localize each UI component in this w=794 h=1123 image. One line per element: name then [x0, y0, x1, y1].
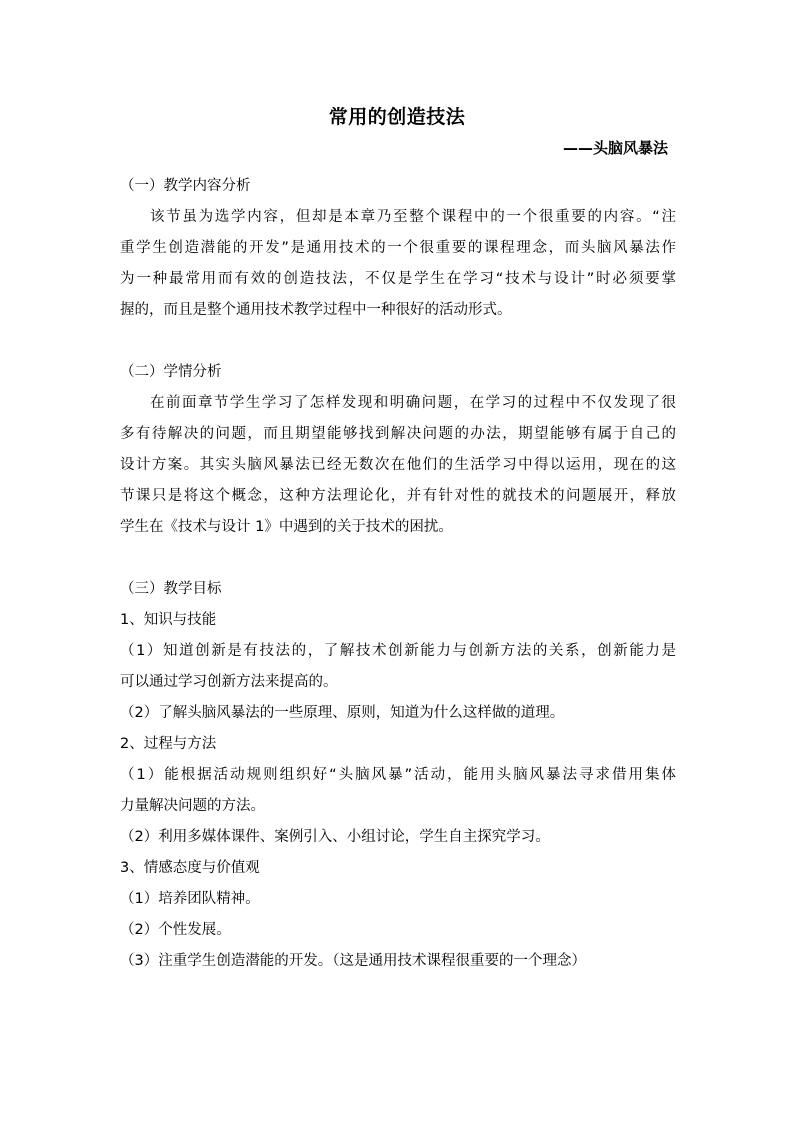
blank-line	[120, 326, 676, 357]
list-item: （1）培养团队精神。	[120, 891, 260, 907]
section-heading-content-analysis: （一）教学内容分析	[120, 178, 251, 194]
page-title: 常用的创造技法	[328, 106, 466, 128]
paragraph-line: 学生在《技术与设计 1》中遇到的关于技术的困扰。	[120, 519, 453, 535]
page-subtitle: ——头脑风暴法	[562, 139, 668, 157]
list-item: （3）注重学生创造潜能的开发。（这是通用技术课程很重要的一个理念）	[120, 953, 586, 969]
list-item-line: （1）能根据活动规则组织好“头脑风暴”活动，能用头脑风暴法寻求借用集体	[120, 767, 676, 783]
document-body	[120, 171, 676, 977]
list-item-line: 力量解决问题的方法。	[120, 798, 265, 814]
section-heading-teaching-goals: （三）教学目标	[120, 581, 222, 597]
paragraph-line: 在前面章节学生学习了怎样发现和明确问题，在学习的过程中不仅发现了很	[150, 395, 676, 411]
paragraph-line: 设计方案。其实头脑风暴法已经无数次在他们的生活学习中得以运用，现在的这	[120, 457, 676, 473]
list-item: （2）个性发展。	[120, 922, 231, 938]
paragraph-line: 该节虽为选学内容，但却是本章乃至整个课程中的一个很重要的内容。“注	[150, 209, 676, 225]
paragraph-line: 为一种最常用而有效的创造技法，不仅是学生在学习“技术与设计”时必须要掌	[120, 271, 676, 287]
paragraph-line: 多有待解决的问题，而且期望能够找到解决问题的办法，期望能够有属于自己的	[120, 426, 676, 442]
paragraph-line: 节课只是将这个概念，这种方法理论化，并有针对性的就技术的问题展开，释放	[120, 488, 676, 504]
paragraph-line: 重学生创造潜能的开发”是通用技术的一个很重要的课程理念，而头脑风暴法作	[120, 240, 676, 256]
list-item: （2）了解头脑风暴法的一些原理、原则，知道为什么这样做的道理。	[120, 705, 565, 721]
subsection-heading-attitudes-values: 3、情感态度与价值观	[120, 860, 260, 876]
subsection-heading-process-methods: 2、过程与方法	[120, 736, 217, 752]
list-item-line: 可以通过学习创新方法来提高的。	[120, 674, 338, 690]
list-item-line: （1）知道创新是有技法的，了解技术创新能力与创新方法的关系，创新能力是	[120, 643, 676, 659]
blank-line	[120, 543, 676, 574]
subsection-heading-knowledge-skills: 1、知识与技能	[120, 612, 217, 628]
section-heading-learner-analysis: （二）学情分析	[120, 364, 222, 380]
paragraph-line: 握的，而且是整个通用技术教学过程中一种很好的活动形式。	[120, 302, 512, 318]
list-item: （2）利用多媒体课件、案例引入、小组讨论，学生自主探究学习。	[120, 829, 550, 845]
